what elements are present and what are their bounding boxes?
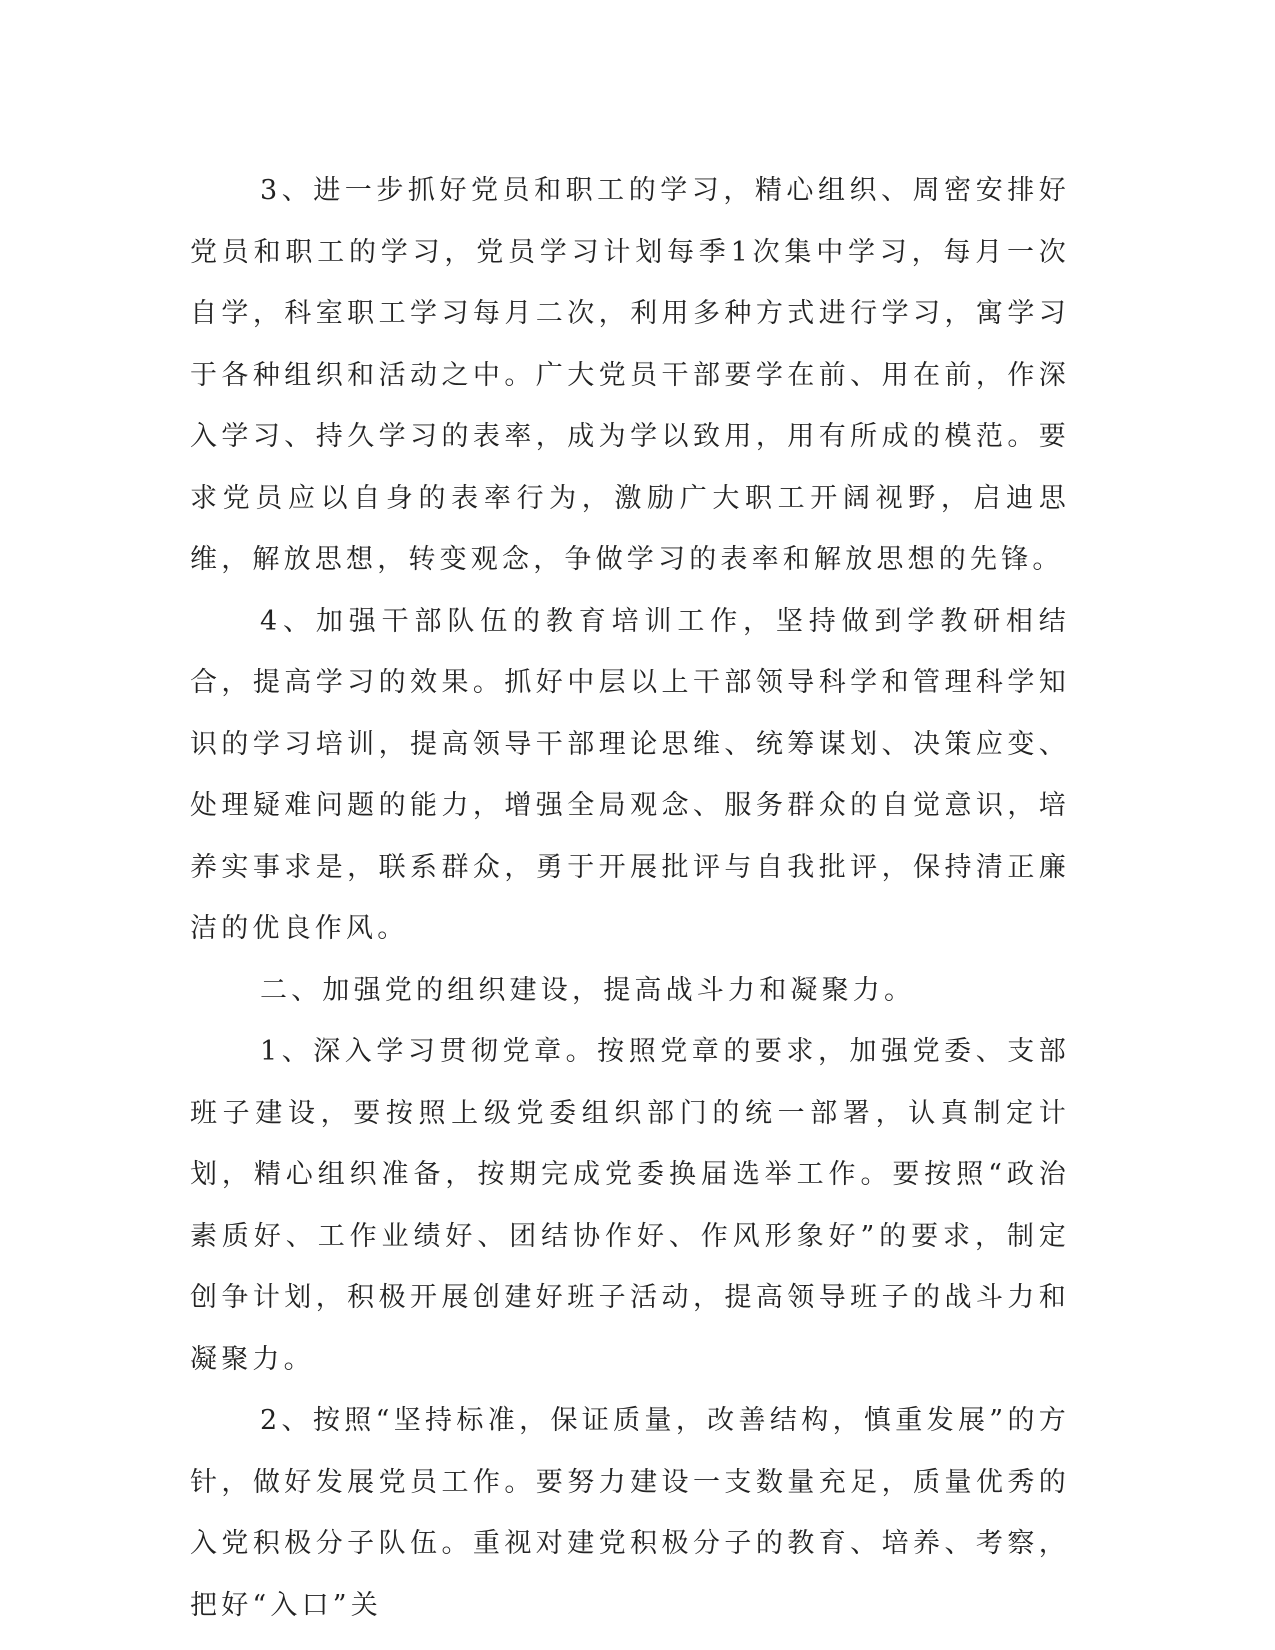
section-heading-organization: 二、加强党的组织建设，提高战斗力和凝聚力。 [260,974,916,1006]
paragraph-member-development: 2、按照“坚持标准，保证质量，改善结构，慎重发展”的方针，做好发展党员工作。要努力建设一支数量充足，质量优秀的入党积极分子队伍。重视对建党积极分子的教育、培养、考察，把好“入口”关 [190,1405,1070,1621]
paragraph-cadre-training: 4、加强干部队伍的教育培训工作，坚持做到学教研相结合，提高学习的效果。抓好中层以上干部领导科学和管理科学知识的学习培训，提高领导干部理论思维、统筹谋划、决策应变、处理疑难问题的能力，增强全局观念、服务群众的自觉意识，培养实事求是，联系群众，勇于开展批评与自我批评，保持清正廉洁的优良作风。 [190,605,1070,944]
paragraph-party-constitution: 1、深入学习贯彻党章。按照党章的要求，加强党委、支部班子建设，要按照上级党委组织部门的统一部署，认真制定计划，精心组织准备，按期完成党委换届选举工作。要按照“政治素质好、工作业绩好、团结协作好、作风形象好”的要求，制定创争计划，积极开展创建好班子活动，提高领导班子的战斗力和凝聚力。 [190,1036,1070,1375]
paragraph-study-arrangement: 3、进一步抓好党员和职工的学习，精心组织、周密安排好党员和职工的学习，党员学习计划每季1次集中学习，每月一次自学，科室职工学习每月二次，利用多种方式进行学习，寓学习于各种组织和活动之中。广大党员干部要学在前、用在前，作深入学习、持久学习的表率，成为学以致用，用有所成的模范。要求党员应以自身的表率行为，激励广大职工开阔视野，启迪思维，解放思想，转变观念，争做学习的表率和解放思想的先锋。 [190,175,1070,575]
document-body [190,160,1070,1636]
